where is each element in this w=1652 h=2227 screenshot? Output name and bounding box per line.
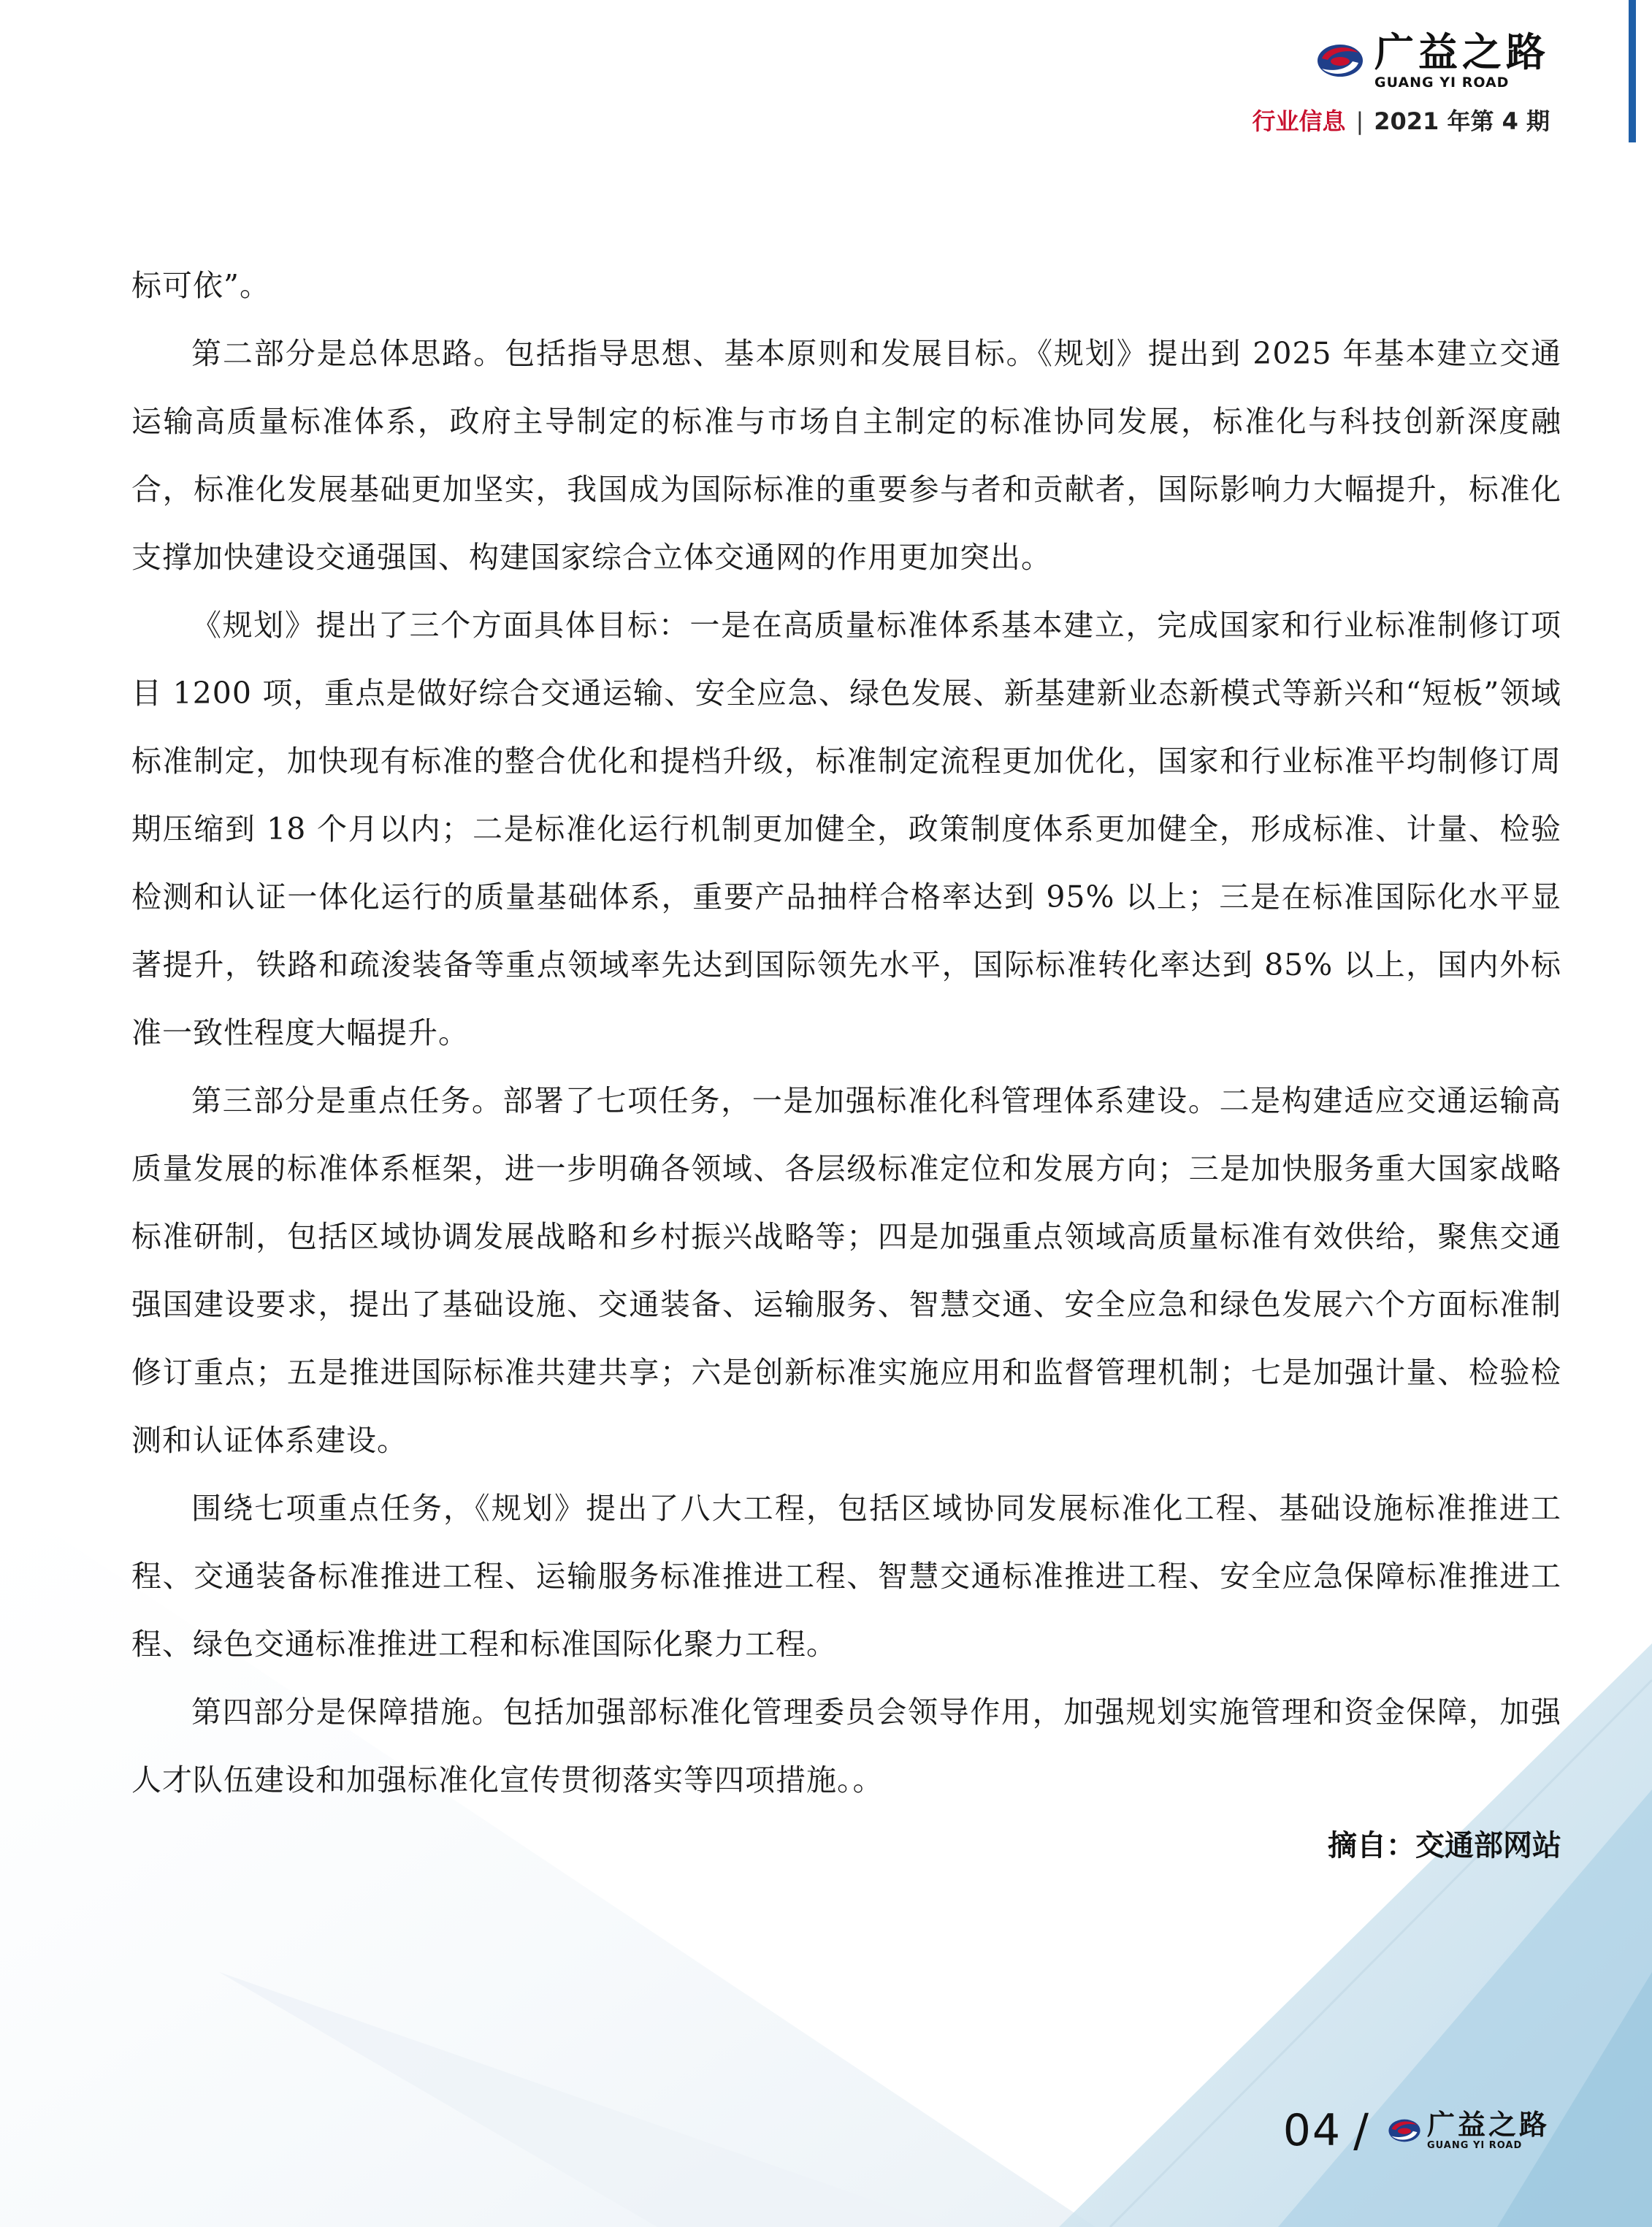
brand-logo (1252, 31, 1550, 91)
page-slash: / (1353, 2104, 1369, 2157)
issue-number: 2021 年第 4 期 (1374, 107, 1550, 135)
paragraph-key-tasks: 第三部分是重点任务。部署了七项任务，一是加强标准化科管理体系建设。二是构建适应交通运输高质量发展的标准体系框架，进一步明确各领域、各层级标准定位和发展方向；三是加快服务重大国家战略标准研制，包括区域协调发展战略和乡村振兴战略等；四是加强重点领域高质量标准有效供给，聚焦交通强国建设要求，提出了基础设施、交通装备、运输服务、智慧交通、安全应急和绿色发展六个方面标准制修订重点；五是推进国际标准共建共享；六是创新标准实施应用和监督管理机制；七是加强计量、检验检测和认证体系建设。 (131, 1083, 1561, 1458)
page-number: 04 (1282, 2104, 1342, 2156)
article-body (131, 252, 1561, 1871)
section-label: 行业信息 (1252, 107, 1346, 135)
footer-logo (1388, 2109, 1550, 2152)
article-source: 摘自：交通部网站 (1328, 1829, 1561, 1863)
paragraph-continuation: 标可依”。 (131, 268, 270, 303)
footer-brand-name-en: GUANG YI ROAD (1426, 2139, 1523, 2151)
guangyi-swirl-logo-icon (1388, 2114, 1421, 2147)
paragraph-eight-projects: 围绕七项重点任务，《规划》提出了八大工程，包括区域协同发展标准化工程、基础设施标准推进工程、交通装备标准推进工程、运输服务标准推进工程、智慧交通标准推进工程、安全应急保障标准推进工程、绿色交通标准推进工程和标准国际化聚力工程。 (131, 1491, 1561, 1662)
header-separator: | (1355, 107, 1364, 135)
issue-line (1252, 107, 1550, 136)
paragraph-safeguards: 第四部分是保障措施。包括加强部标准化管理委员会领导作用，加强规划实施管理和资金保障，加强人才队伍建设和加强标准化宣传贯彻落实等四项措施。。 (131, 1695, 1561, 1798)
brand-name-en: GUANG YI ROAD (1374, 75, 1510, 91)
page-header (1252, 31, 1550, 136)
paragraph-overall-approach: 第二部分是总体思路。包括指导思想、基本原则和发展目标。《规划》提出到 2025 年基本建立交通运输高质量标准体系，政府主导制定的标准与市场自主制定的标准协同发展，标准化与科技创新深度融合，标准化发展基础更加坚实，我国成为国际标准的重要参与者和贡献者，国际影响力大幅提升，标准化支撑加快建设交通强国、构建国家综合立体交通网的作用更加突出。 (131, 336, 1561, 575)
footer-brand-name-cn: 广益之路 (1426, 2108, 1550, 2141)
page-footer (1283, 2104, 1550, 2157)
edge-accent-bar (1629, 0, 1636, 142)
paragraph-targets: 《规划》提出了三个方面具体目标：一是在高质量标准体系基本建立，完成国家和行业标准制修订项目 1200 项，重点是做好综合交通运输、安全应急、绿色发展、新基建新业态新模式等新兴和“短板”领域标准制定，加快现有标准的整合优化和提档升级，标准制定流程更加优化，国家和行业标准平均制修订周期压缩到 18 个月以内；二是标准化运行机制更加健全，政策制度体系更加健全，形成标准、计量、检验检测和认证一体化运行的质量基础体系，重要产品抽样合格率达到 95% 以上；三是在标准国际化水平显著提升，铁路和疏浚装备等重点领域率先达到国际领先水平，国际标准转化率达到 85% 以上，国内外标准一致性程度大幅提升。 (131, 608, 1561, 1050)
guangyi-swirl-logo-icon (1316, 37, 1364, 85)
brand-name-cn: 广益之路 (1374, 29, 1550, 75)
